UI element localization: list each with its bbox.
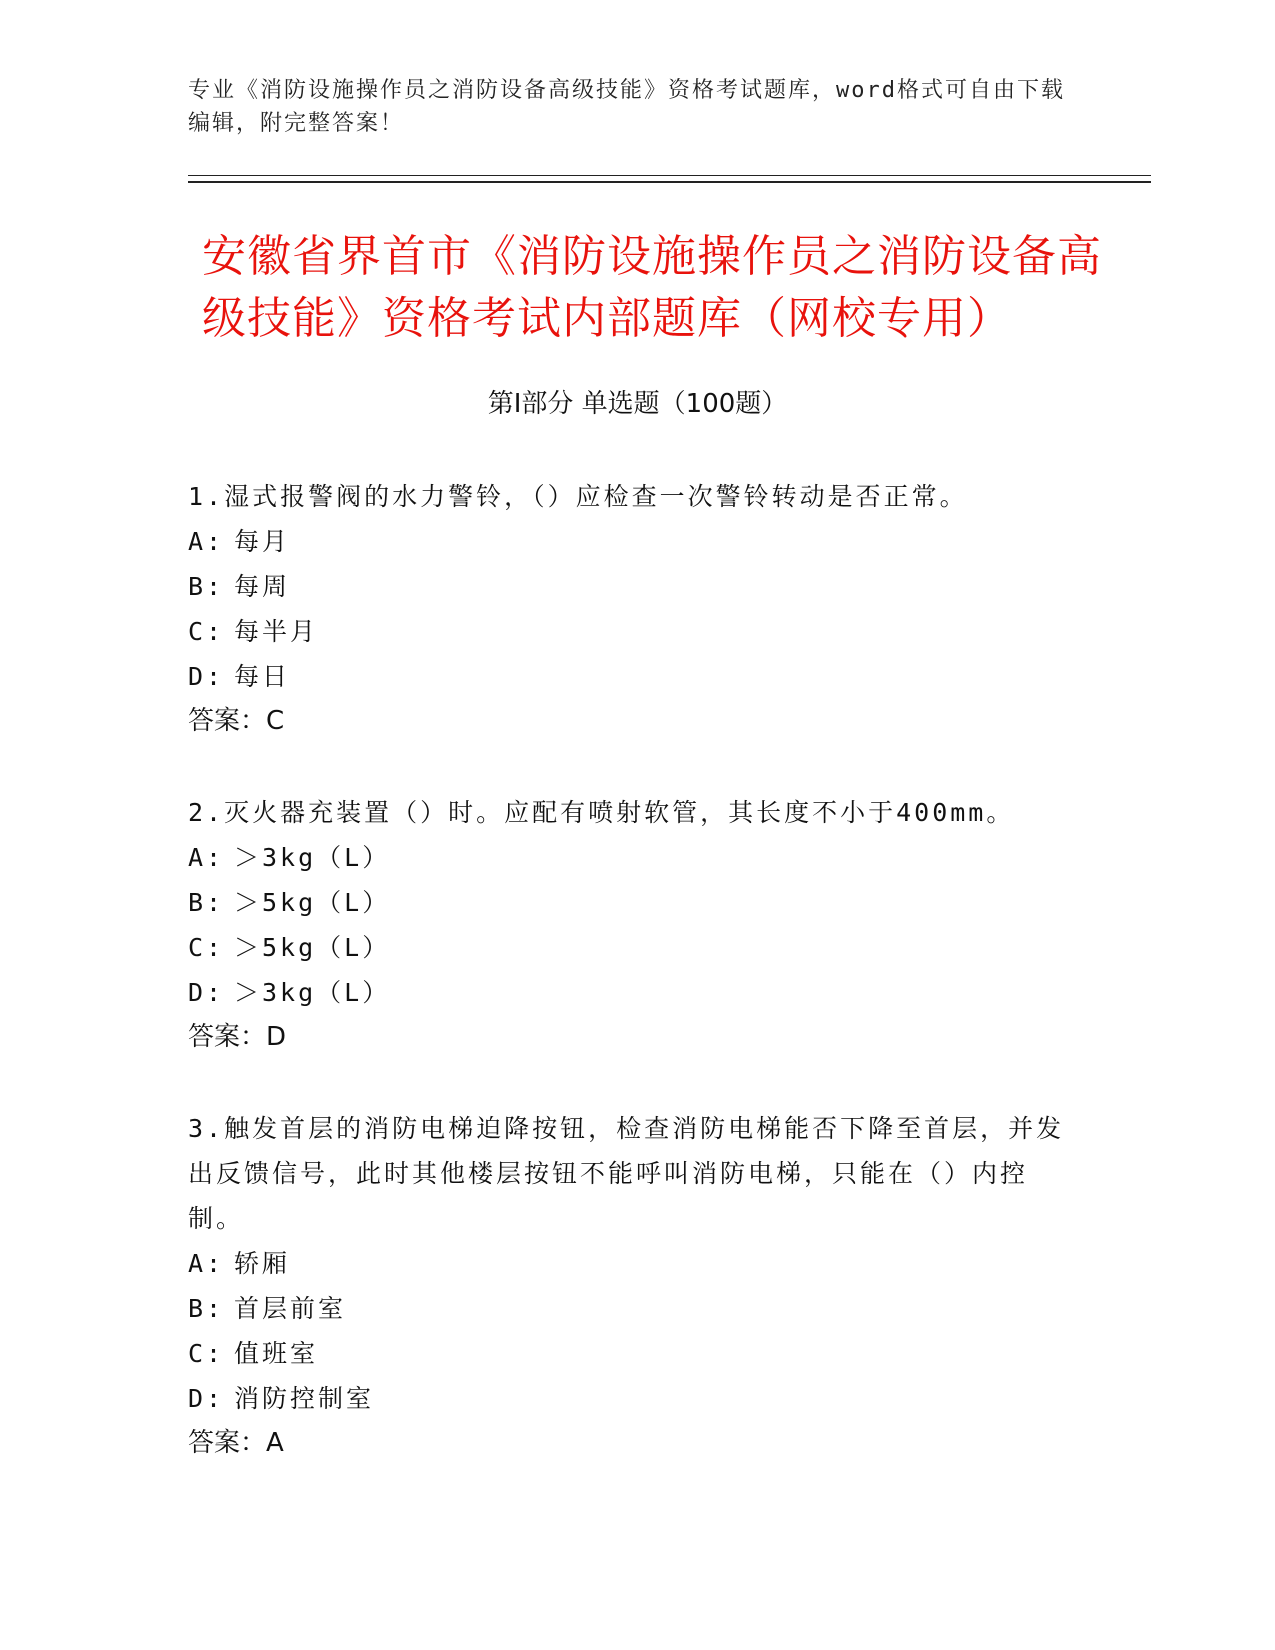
question-stem: 2.灭火器充装置（）时。应配有喷射软管，其长度不小于400mm。 [188,798,1015,827]
header-divider-thick [188,181,1151,183]
option-text: 每半月 [234,617,319,646]
question-stem: 1.湿式报警阀的水力警铃，（）应检查一次警铃转动是否正常。 [188,482,968,511]
header-divider-thin [188,175,1151,176]
answer-line [188,1015,1068,1060]
option-key: D: [188,978,225,1007]
option-a [188,1241,1068,1286]
option-key: A: [188,527,225,556]
option-key: C: [188,617,225,646]
question-1 [188,474,1068,744]
option-text: 值班室 [234,1339,319,1368]
option-key: C: [188,933,225,962]
option-key: C: [188,1339,225,1368]
option-d [188,970,1068,1015]
answer-line [188,699,1068,744]
option-b [188,1286,1068,1331]
header-note: 专业《消防设施操作员之消防设备高级技能》资格考试题库，word格式可自由下载编辑，附完整答案！ [188,78,1065,136]
answer-value: D [266,1022,287,1052]
option-key: A: [188,1249,225,1278]
option-key: A: [188,843,225,872]
option-text: 轿厢 [234,1249,291,1278]
option-c [188,1331,1068,1376]
option-key: B: [188,888,225,917]
document-title: 安徽省界首市《消防设施操作员之消防设备高级技能》资格考试内部题库（网校专用） [202,231,1102,344]
question-stem: 3.触发首层的消防电梯迫降按钮，检查消防电梯能否下降至首层，并发出反馈信号，此时其他楼层按钮不能呼叫消防电梯，只能在（）内控制。 [188,1114,1065,1233]
option-key: D: [188,1384,225,1413]
option-text: 首层前室 [234,1294,347,1323]
option-b [188,564,1068,609]
option-key: B: [188,1294,225,1323]
section-title: 第Ⅰ部分 单选题（100题） [487,389,788,419]
option-key: D: [188,662,225,691]
answer-label: 答案： [188,706,267,736]
answer-value: A [266,1428,284,1458]
option-a [188,519,1068,564]
option-text: 每日 [234,662,291,691]
option-d [188,1376,1068,1421]
question-list [188,474,1068,1512]
option-text: ＞3kg（L） [234,843,391,872]
option-d [188,654,1068,699]
question-2 [188,790,1068,1060]
answer-line [188,1421,1068,1466]
option-a [188,835,1068,880]
option-text: 每月 [234,527,291,556]
option-text: ＞5kg（L） [234,888,391,917]
question-3 [188,1106,1068,1466]
answer-value: C [266,706,285,736]
option-c [188,925,1068,970]
option-text: 消防控制室 [234,1384,375,1413]
answer-label: 答案： [188,1428,267,1458]
option-c [188,609,1068,654]
option-text: 每周 [234,572,291,601]
option-key: B: [188,572,225,601]
option-text: ＞3kg（L） [234,978,391,1007]
option-b [188,880,1068,925]
answer-label: 答案： [188,1022,267,1052]
option-text: ＞5kg（L） [234,933,391,962]
